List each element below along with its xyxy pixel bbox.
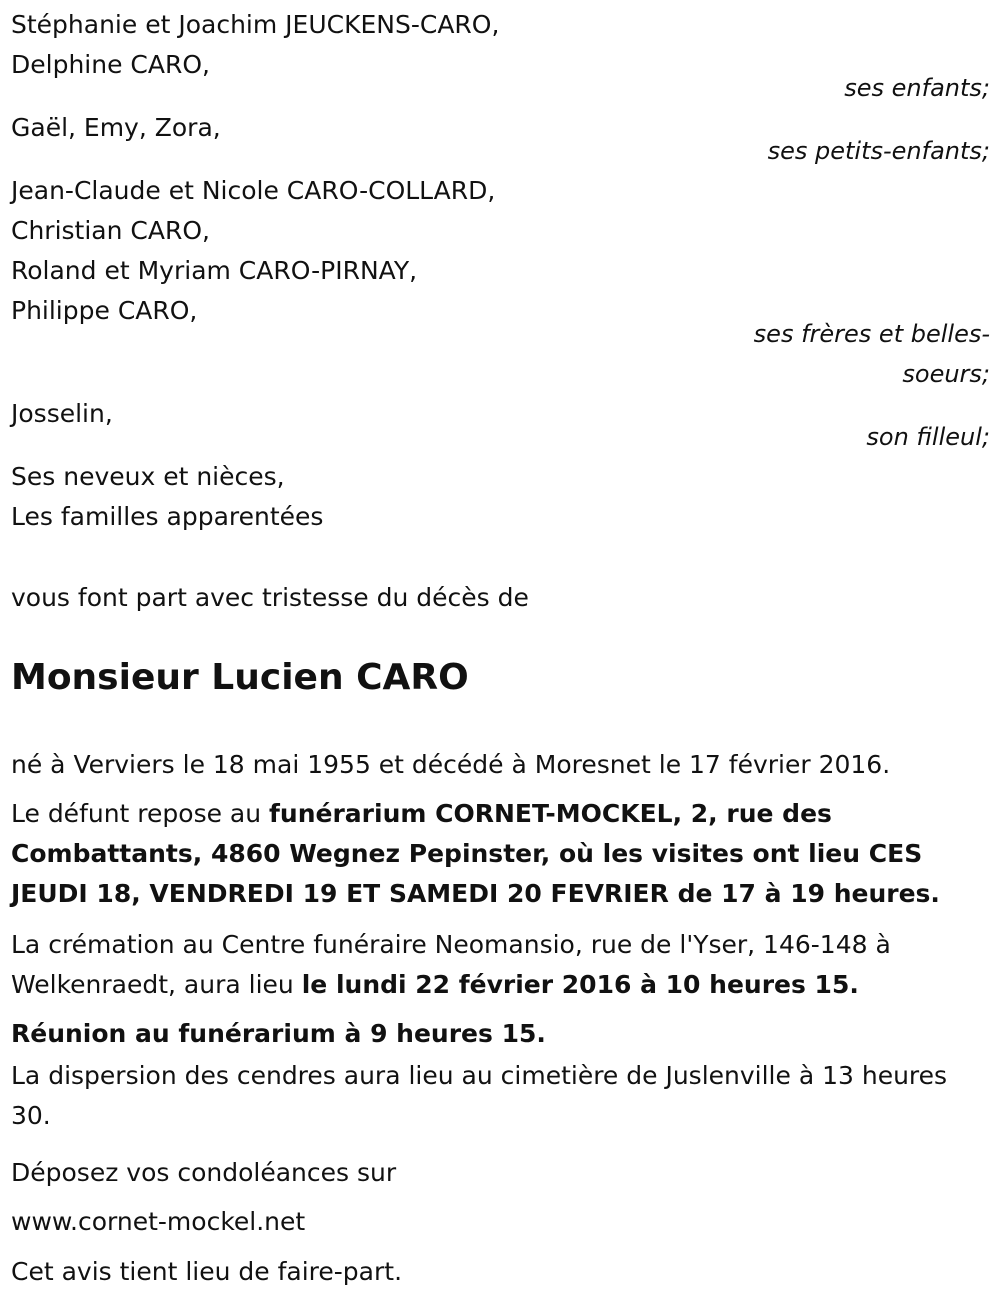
relation-label: ses frères et belles-	[753, 320, 990, 348]
website-link[interactable]: www.cornet-mockel.net	[11, 1207, 306, 1236]
family-name-line: Les familles apparentées	[11, 502, 324, 531]
family-name-line: Josselin,	[11, 399, 113, 428]
announcement-text: vous font part avec tristesse du décès de	[11, 583, 529, 612]
family-name-line: Philippe CARO,	[11, 296, 198, 325]
birth-death-text: né à Verviers le 18 mai 1955 et décédé à Moresnet le 17 février 2016.	[11, 750, 891, 779]
relation-label: son filleul;	[866, 423, 990, 451]
relation-label: soeurs;	[902, 360, 990, 388]
reunion-bold: Réunion au funérarium à 9 heures 15.	[11, 1019, 546, 1048]
family-name-line: Christian CARO,	[11, 216, 210, 245]
reunion-text	[11, 1014, 991, 1054]
family-name-line: Ses neveux et nièces,	[11, 462, 285, 491]
cremation-prefix: La crémation au Centre funéraire Neomansio, rue de l'Yser, 146-148 à Welkenraedt, aura lieu	[11, 930, 891, 999]
cremation-date: le lundi 22 février 2016 à 10 heures 15.	[301, 970, 859, 999]
cremation-paragraph	[11, 925, 991, 1005]
family-name-line: Jean-Claude et Nicole CARO-COLLARD,	[11, 176, 496, 205]
repose-paragraph	[11, 794, 991, 914]
repose-details: funérarium CORNET-MOCKEL, 2, rue des Combattants, 4860 Wegnez Pepinster, où les visites ont lieu CES JEUDI 18, VENDREDI 19 ET SAMEDI 20 FEVRIER de 17 à 19 heures.	[11, 799, 940, 908]
relation-label: ses petits-enfants;	[767, 137, 990, 165]
dispersion-text: La dispersion des cendres aura lieu au cimetière de Juslenville à 13 heures 30.	[11, 1061, 948, 1130]
closing-text: Cet avis tient lieu de faire-part.	[11, 1257, 403, 1286]
repose-prefix: Le défunt repose au	[11, 799, 270, 828]
relation-label: ses enfants;	[844, 74, 990, 102]
deceased-name: Monsieur Lucien CARO	[11, 657, 469, 698]
family-name-line: Stéphanie et Joachim JEUCKENS-CARO,	[11, 10, 500, 39]
family-name-line: Gaël, Emy, Zora,	[11, 113, 221, 142]
family-name-line: Roland et Myriam CARO-PIRNAY,	[11, 256, 418, 285]
family-name-line: Delphine CARO,	[11, 50, 210, 79]
condolences-text: Déposez vos condoléances sur	[11, 1158, 397, 1187]
